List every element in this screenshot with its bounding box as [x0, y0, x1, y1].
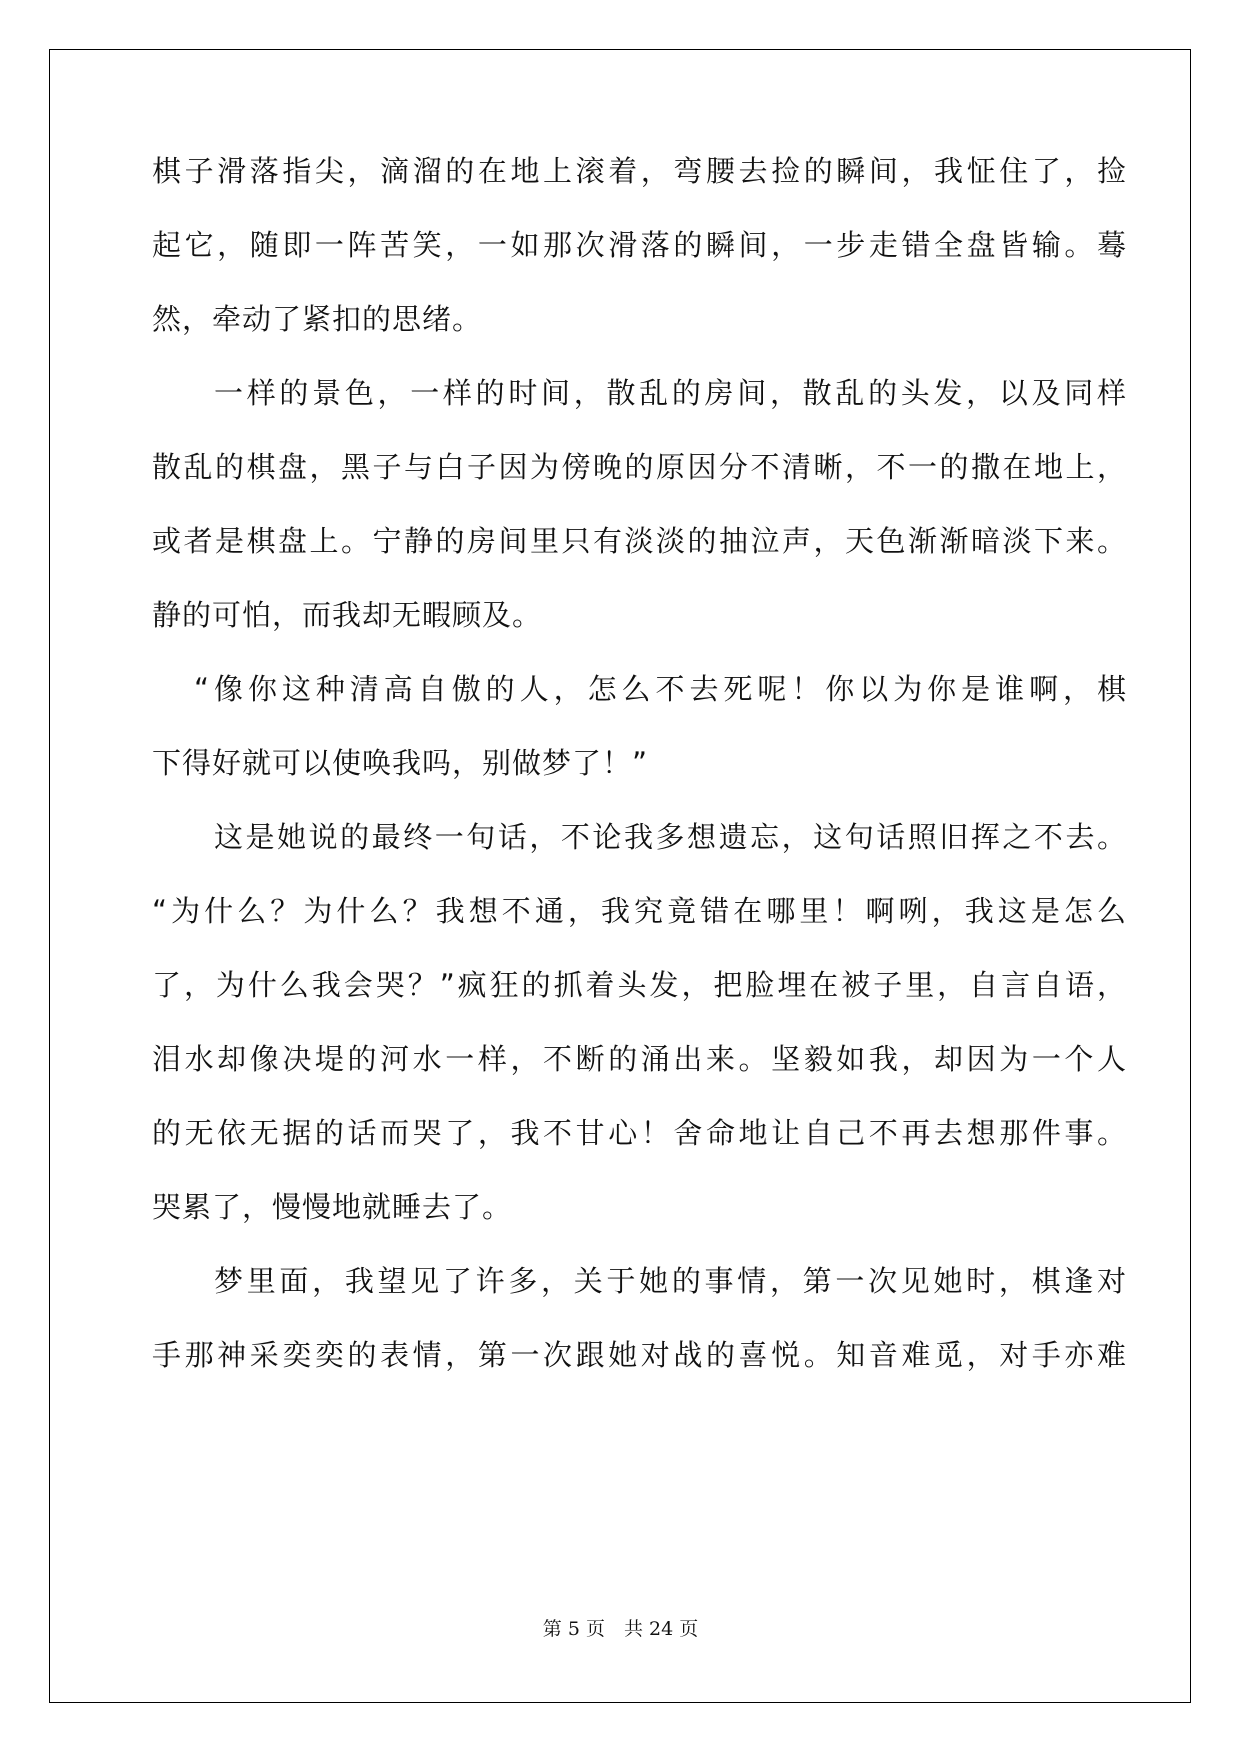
page-border: [49, 49, 1191, 1703]
text-line: 起它，随即一阵苦笑，一如那次滑落的瞬间，一步走错全盘皆输。蓦: [152, 228, 1127, 262]
text-line: 散乱的棋盘，黑子与白子因为傍晚的原因分不清晰，不一的撒在地上，: [152, 450, 1127, 484]
page-number-label: 第 5 页 共 24 页: [542, 1618, 699, 1640]
text-line: 下得好就可以使唤我吗，别做梦了！”: [152, 746, 649, 780]
text-line: 哭累了，慢慢地就睡去了。: [152, 1190, 513, 1224]
text-line: 这是她说的最终一句话，不论我多想遗忘，这句话照旧挥之不去。: [214, 820, 1127, 854]
text-line: 泪水却像决堤的河水一样，不断的涌出来。坚毅如我，却因为一个人: [152, 1042, 1127, 1076]
text-line: 的无依无据的话而哭了，我不甘心！舍命地让自己不再去想那件事。: [152, 1116, 1127, 1150]
text-line: “为什么？为什么？我想不通，我究竟错在哪里！啊咧，我这是怎么: [152, 894, 1127, 928]
text-line: 棋子滑落指尖，滴溜的在地上滚着，弯腰去捡的瞬间，我怔住了，捡: [152, 154, 1127, 188]
text-line: 静的可怕，而我却无暇顾及。: [152, 598, 543, 632]
text-line: 一样的景色，一样的时间，散乱的房间，散乱的头发，以及同样: [214, 376, 1127, 410]
text-line: 手那神采奕奕的表情，第一次跟她对战的喜悦。知音难觅，对手亦难: [152, 1338, 1127, 1372]
page-number-footer: [0, 1614, 1241, 1641]
text-line: 梦里面，我望见了许多，关于她的事情，第一次见她时，棋逢对: [214, 1264, 1127, 1298]
text-line: 或者是棋盘上。宁静的房间里只有淡淡的抽泣声，天色渐渐暗淡下来。: [152, 524, 1127, 558]
text-line: 然，牵动了紧扣的思绪。: [152, 302, 483, 336]
text-line: 了，为什么我会哭？”疯狂的抓着头发，把脸埋在被子里，自言自语，: [152, 968, 1127, 1002]
text-line: “像你这种清高自傲的人，怎么不去死呢！你以为你是谁啊，棋: [194, 672, 1127, 706]
